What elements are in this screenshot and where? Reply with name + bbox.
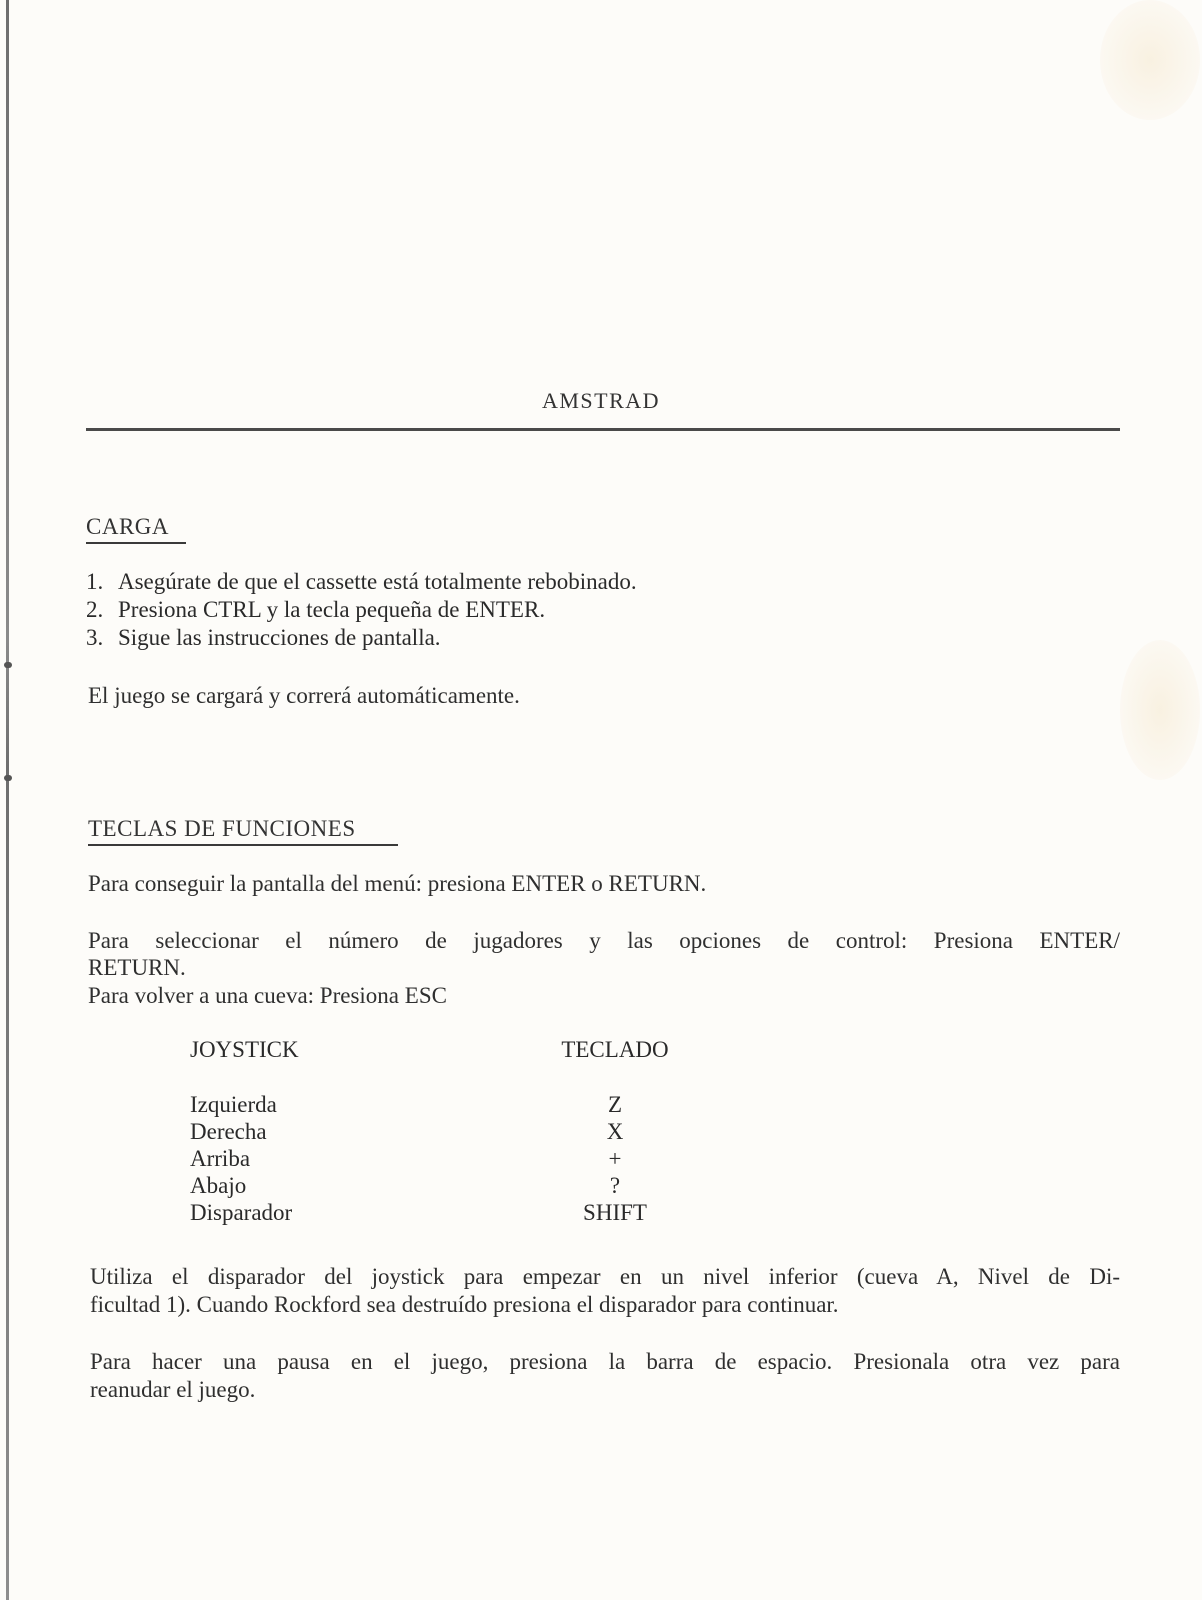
teclas-paragraph-pause-line1: Para hacer una pausa en el juego, presiona la barra de espacio. Presionala otra vez para bbox=[90, 1349, 1120, 1374]
list-item: 1. Asegúrate de que el cassette está totalmente rebobinado. bbox=[86, 569, 637, 594]
binding-edge bbox=[6, 0, 9, 1600]
binding-staple bbox=[4, 775, 12, 781]
teclas-paragraph-select-line2: RETURN. bbox=[88, 955, 186, 980]
section-title-carga: CARGA bbox=[86, 514, 186, 544]
table-row bbox=[190, 1145, 690, 1172]
column-header-joystick: JOYSTICK bbox=[190, 1037, 299, 1062]
teclas-paragraph-cave: Para volver a una cueva: Presiona ESC bbox=[88, 983, 447, 1008]
joystick-action: Abajo bbox=[190, 1173, 247, 1198]
teclas-paragraph-menu: Para conseguir la pantalla del menú: presiona ENTER o RETURN. bbox=[88, 871, 707, 896]
page-header-title: AMSTRAD bbox=[541, 388, 661, 413]
joystick-action: Derecha bbox=[190, 1119, 267, 1144]
keyboard-key: ? bbox=[609, 1173, 621, 1198]
keyboard-key: Z bbox=[607, 1092, 623, 1117]
header-divider bbox=[86, 428, 1120, 431]
table-row bbox=[190, 1118, 690, 1145]
joystick-action: Disparador bbox=[190, 1200, 293, 1225]
section-title-teclas: TECLAS DE FUNCIONES bbox=[88, 816, 398, 846]
table-header-row bbox=[190, 1036, 690, 1091]
carga-note: El juego se cargará y correrá automáticamente. bbox=[88, 683, 520, 708]
keyboard-key: SHIFT bbox=[583, 1200, 647, 1225]
teclas-paragraph-trigger-line1: Utiliza el disparador del joystick para empezar en un nivel inferior (cueva A, Nivel de Di- bbox=[90, 1264, 1120, 1289]
joystick-action: Arriba bbox=[190, 1146, 251, 1171]
paper-stain bbox=[1120, 640, 1200, 780]
teclas-paragraph-trigger-line2: ficultad 1). Cuando Rockford sea destruído presiona el disparador para continuar. bbox=[90, 1292, 839, 1317]
table-row bbox=[190, 1091, 690, 1118]
paper-stain bbox=[1100, 0, 1200, 120]
table-row bbox=[190, 1172, 690, 1199]
keyboard-key: X bbox=[606, 1119, 624, 1144]
table-row bbox=[190, 1199, 690, 1226]
carga-steps-list bbox=[86, 568, 637, 652]
controls-table bbox=[190, 1036, 690, 1226]
teclas-paragraph-pause-line2: reanudar el juego. bbox=[90, 1377, 256, 1402]
teclas-paragraph-select-line1: Para seleccionar el número de jugadores y las opciones de control: Presiona ENTER/ bbox=[88, 928, 1120, 953]
binding-staple bbox=[4, 662, 12, 668]
column-header-teclado: TECLADO bbox=[561, 1037, 669, 1062]
list-item: 2. Presiona CTRL y la tecla pequeña de ENTER. bbox=[86, 597, 546, 622]
keyboard-key: + bbox=[608, 1146, 622, 1171]
list-item: 3. Sigue las instrucciones de pantalla. bbox=[86, 625, 441, 650]
joystick-action: Izquierda bbox=[190, 1092, 277, 1117]
